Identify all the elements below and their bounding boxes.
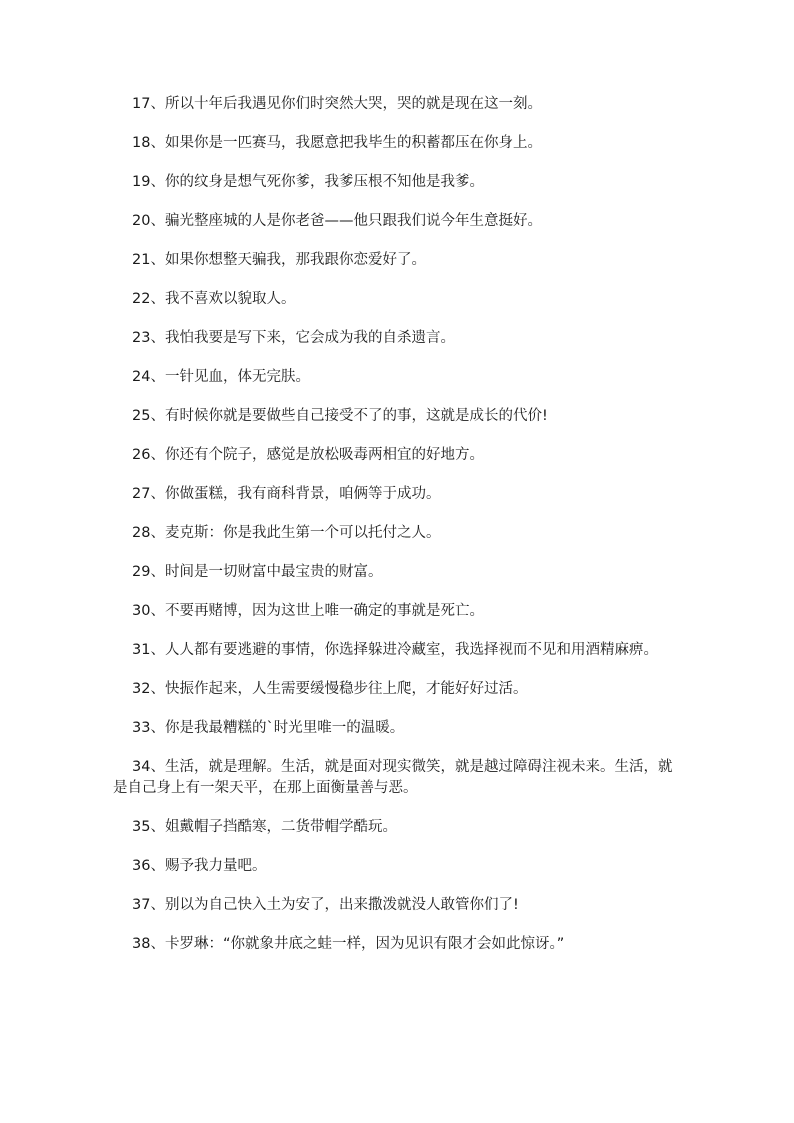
paragraph-31: 31、人人都有要逃避的事情，你选择躲进冷藏室，我选择视而不见和用酒精麻痹。: [132, 642, 658, 658]
paragraph-29: 29、时间是一切财富中最宝贵的财富。: [132, 564, 383, 580]
paragraph-34: 34、生活，就是理解。生活，就是面对现实微笑，就是越过障碍注视未来。生活，就是自己身上有一架天平，在那上面衡量善与恶。: [113, 759, 673, 796]
paragraph-33: 33、你是我最糟糕的`时光里唯一的温暖。: [132, 720, 405, 736]
document-body: [113, 94, 681, 973]
paragraph-30: 30、不要再赌博，因为这世上唯一确定的事就是死亡。: [132, 603, 484, 619]
paragraph-38: 38、卡罗琳：“你就象井底之蛙一样，因为见识有限才会如此惊讶。”: [132, 936, 565, 952]
paragraph-35: 35、姐戴帽子挡酷寒，二货带帽学酷玩。: [132, 819, 397, 835]
paragraph-22: 22、我不喜欢以貌取人。: [132, 291, 296, 307]
paragraph-32: 32、快振作起来，人生需要缓慢稳步往上爬，才能好好过活。: [132, 681, 528, 697]
paragraph-17: 17、所以十年后我遇见你们时突然大哭，哭的就是现在这一刻。: [132, 96, 542, 112]
paragraph-27: 27、你做蛋糕，我有商科背景，咱俩等于成功。: [132, 486, 441, 502]
paragraph-28: 28、麦克斯：你是我此生第一个可以托付之人。: [132, 525, 441, 541]
paragraph-25: 25、有时候你就是要做些自己接受不了的事，这就是成长的代价!: [132, 408, 548, 424]
paragraph-19: 19、你的纹身是想气死你爹，我爹压根不知他是我爹。: [132, 174, 484, 190]
paragraph-20: 20、骗光整座城的人是你老爸——他只跟我们说今年生意挺好。: [132, 213, 542, 229]
paragraph-24: 24、一针见血，体无完肤。: [132, 369, 310, 385]
paragraph-18: 18、如果你是一匹赛马，我愿意把我毕生的积蓄都压在你身上。: [132, 135, 542, 151]
paragraph-26: 26、你还有个院子，感觉是放松吸毒两相宜的好地方。: [132, 447, 484, 463]
paragraph-21: 21、如果你想整天骗我，那我跟你恋爱好了。: [132, 252, 426, 268]
paragraph-23: 23、我怕我要是写下来，它会成为我的自杀遗言。: [132, 330, 455, 346]
paragraph-36: 36、赐予我力量吧。: [132, 858, 267, 874]
paragraph-37: 37、别以为自己快入土为安了，出来撒泼就没人敢管你们了!: [132, 897, 519, 913]
